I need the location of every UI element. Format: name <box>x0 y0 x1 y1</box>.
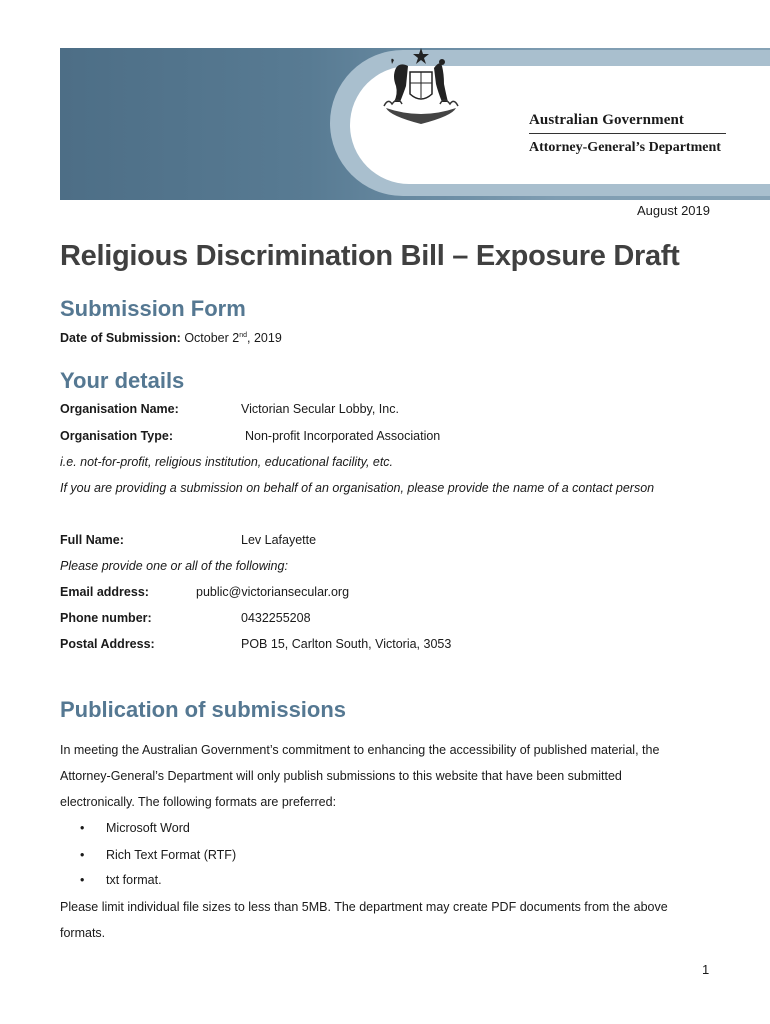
submission-form-heading: Submission Form <box>60 296 246 321</box>
contact-person-hint: If you are providing a submission on behalf of an organisation, please provide the name of a contact person <box>60 481 655 495</box>
document-date: August 2019 <box>636 203 710 218</box>
coat-of-arms-icon <box>378 46 464 154</box>
publication-paragraph-line-3: electronically. The following formats are preferred: <box>60 795 337 809</box>
publication-paragraph-line-1: In meeting the Australian Government’s commitment to enhancing the accessibility of published material, the <box>60 743 660 757</box>
org-name-label: Organisation Name: <box>60 402 179 416</box>
bullet-icon: • <box>80 848 85 862</box>
org-name-value: Victorian Secular Lobby, Inc. <box>241 402 399 416</box>
format-list-item: • Rich Text Format (RTF) <box>80 848 237 862</box>
phone-value: 0432255208 <box>241 611 311 625</box>
publication-paragraph-line-2: Attorney-General’s Department will only publish submissions to this website that have been submitted <box>60 769 622 783</box>
government-name: Australian Government <box>529 112 685 128</box>
publication-heading: Publication of submissions <box>60 697 347 722</box>
provide-hint: Please provide one or all of the following: <box>60 559 288 573</box>
bullet-icon: • <box>80 821 85 835</box>
logo-divider <box>529 133 726 134</box>
date-of-submission <box>60 331 282 345</box>
org-type-label: Organisation Type: <box>60 429 173 443</box>
phone-label: Phone number: <box>60 611 152 625</box>
document-title: Religious Discrimination Bill – Exposure Draft <box>60 240 680 272</box>
bullet-icon: • <box>80 873 85 887</box>
full-name-label: Full Name: <box>60 533 124 547</box>
page-number: 1 <box>702 962 710 977</box>
department-name: Attorney-General’s Department <box>529 140 721 155</box>
your-details-heading: Your details <box>60 368 185 393</box>
format-list-item: • txt format. <box>80 873 162 887</box>
email-value: public@victoriansecular.org <box>196 585 350 599</box>
date-of-submission-label: Date of Submission: <box>60 331 181 345</box>
email-label: Email address: <box>60 585 149 599</box>
format-list-item: • Microsoft Word <box>80 821 190 835</box>
file-size-paragraph-line-2: formats. <box>60 926 106 940</box>
file-size-paragraph-line-1: Please limit individual file sizes to less than 5MB. The department may create PDF documents from the above <box>60 900 668 914</box>
postal-address-label: Postal Address: <box>60 637 155 651</box>
org-type-value: Non-profit Incorporated Association <box>245 429 441 443</box>
date-of-submission-value: October 2nd, 2019 <box>184 331 282 345</box>
postal-address-value: POB 15, Carlton South, Victoria, 3053 <box>241 637 452 651</box>
org-type-hint: i.e. not-for-profit, religious institution, educational facility, etc. <box>60 455 394 469</box>
full-name-value: Lev Lafayette <box>241 533 317 547</box>
